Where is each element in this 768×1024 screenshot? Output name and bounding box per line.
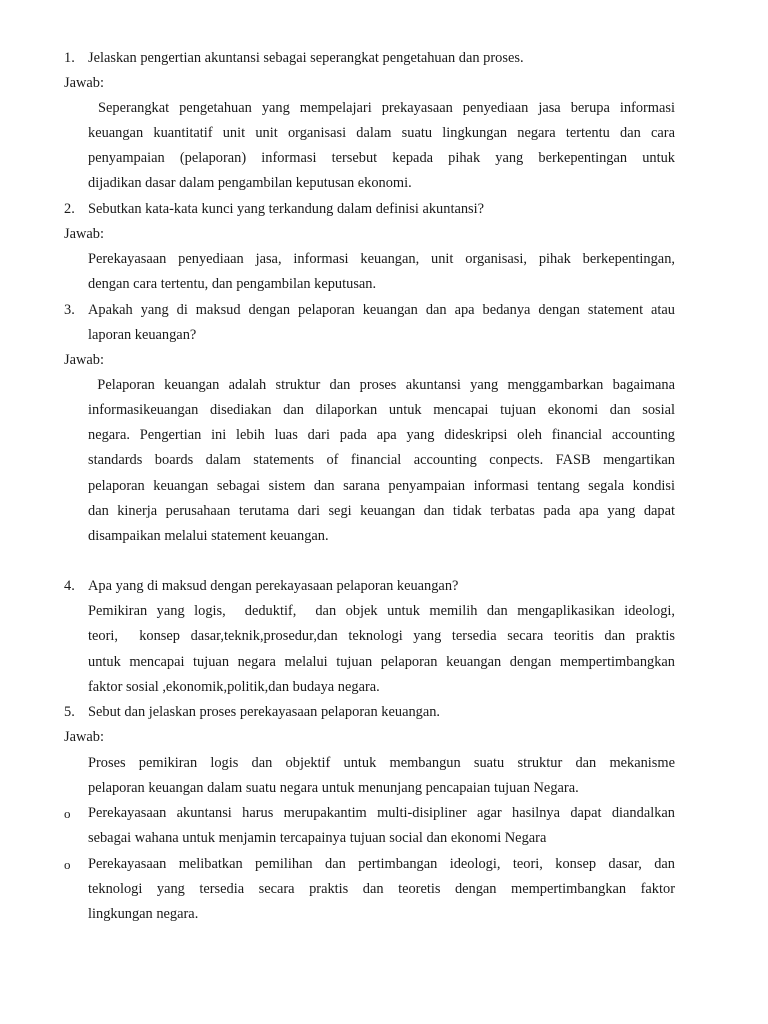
bullet-2-line-1: Perekayasaan melibatkan pemilihan dan pertimbangan ideologi, teori, konsep dasar, dan [88,856,675,872]
answer-3-line-5: pelaporan keuangan sebagai sistem dan sarana penyampaian informasi tentang segala kondisi [88,478,675,494]
question-4-number: 4. [64,578,75,594]
question-3-line-1: Apakah yang di maksud dengan pelaporan keuangan dan apa bedanya dengan statement atau [88,302,675,318]
answer-3-line-1: Pelaporan keuangan adalah struktur dan proses akuntansi yang menggambarkan bagaimana [88,377,675,393]
answer-1-line-4: dijadikan dasar dalam pengambilan keputusan ekonomi. [88,175,412,191]
answer-4-line-3: untuk mencapai tujuan negara melalui tujuan pelaporan keuangan dengan mempertimbangkan [88,654,675,670]
answer-3-line-4: standards boards dalam statements of financial accounting conpects. FASB mengartikan [88,452,675,468]
answer-2-line-2: dengan cara tertentu, dan pengambilan keputusan. [88,276,377,292]
answer-5-line-1: Proses pemikiran logis dan objektif untuk membangun suatu struktur dan mekanisme [88,755,675,771]
answer-1-label: Jawab: [64,75,104,91]
answer-4-line-2: teori, konsep dasar,teknik,prosedur,dan teknologi yang tersedia secara teoritis dan praktis [88,628,675,644]
answer-3-line-7: disampaikan melalui statement keuangan. [88,528,329,544]
bullet-2-line-3: lingkungan negara. [88,906,199,922]
question-4-text: Apa yang di maksud dengan perekayasaan pelaporan keuangan? [88,578,459,594]
bullet-marker: o [64,806,71,821]
bullet-1-line-1: Perekayasaan akuntansi harus merupakantim multi-disipliner agar hasilnya dapat diandalkan [88,805,675,821]
answer-5-line-2: pelaporan keuangan dalam suatu negara untuk menunjang pencapaian tujuan Negara. [88,780,579,796]
bullet-1-line-2: sebagai wahana untuk menjamin tercapainya tujuan social dan ekonomi Negara [88,830,547,846]
question-3-number: 3. [64,302,75,318]
answer-1-line-1: Seperangkat pengetahuan yang mempelajari prekayasaan penyediaan jasa berupa informasi [88,100,675,116]
answer-2-line-1: Perekayasaan penyediaan jasa, informasi keuangan, unit organisasi, pihak berkepentingan, [88,251,675,267]
answer-4-line-4: faktor sosial ,ekonomik,politik,dan budaya negara. [88,679,380,695]
bullet-marker: o [64,857,71,872]
answer-1-line-3: penyampaian (pelaporan) informasi tersebut kepada pihak yang berkepentingan untuk [88,150,675,166]
question-1-number: 1. [64,50,75,66]
answer-3-line-3: negara. Pengertian ini lebih luas dari pada apa yang dideskripsi oleh financial accounting [88,427,675,443]
question-5-text: Sebut dan jelaskan proses perekayasaan pelaporan keuangan. [88,704,441,720]
question-2-number: 2. [64,201,75,217]
answer-5-label: Jawab: [64,729,104,745]
question-2-text: Sebutkan kata-kata kunci yang terkandung dalam definisi akuntansi? [88,201,485,217]
question-1-text: Jelaskan pengertian akuntansi sebagai seperangkat pengetahuan dan proses. [88,50,524,66]
answer-3-label: Jawab: [64,352,104,368]
answer-4-line-1: Pemikiran yang logis, deduktif, dan objek untuk memilih dan mengaplikasikan ideologi, [88,603,675,619]
answer-2-label: Jawab: [64,226,104,242]
bullet-2-line-2: teknologi yang tersedia secara praktis dan teoretis dengan mempertimbangkan faktor [88,881,675,897]
question-5-number: 5. [64,704,75,720]
question-3-line-2: laporan keuangan? [88,327,197,343]
answer-1-line-2: keuangan kuantitatif unit unit organisasi dalam suatu lingkungan negara tertentu dan cara [88,125,675,141]
answer-3-line-6: dan kinerja perusahaan terutama dari segi keuangan dan tidak terbatas pada apa yang dapat [88,503,675,519]
answer-3-line-2: informasikeuangan disediakan dan dilaporkan untuk mencapai tujuan ekonomi dan sosial [88,402,675,418]
